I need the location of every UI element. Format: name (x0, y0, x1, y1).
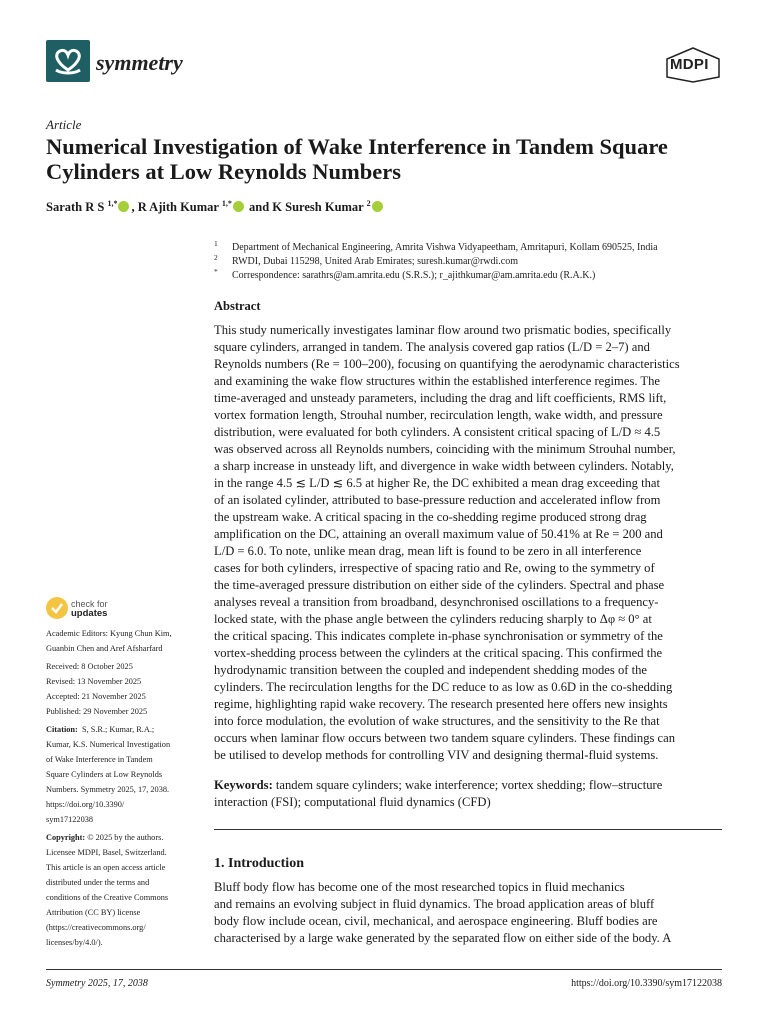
abstract-line: analyses reveal a transition from broadband, desynchronised oscillations to a frequency- (214, 595, 659, 609)
abstract-line: time-averaged and unsteady parameters, including the drag and lift coefficients, RMS lift, (214, 391, 667, 405)
copyright-line: This article is an open access article (46, 863, 166, 872)
abstract-line: This study numerically investigates laminar flow around two prismatic bodies, specifically (214, 323, 672, 337)
abstract-line: the critical spacing. This indicates complete in-phase synchronisation or symmetry of the (214, 629, 663, 643)
article-type: Article (46, 117, 82, 132)
abstract-line: in the range 4.5 ≲ L/D ≲ 6.5 at higher Re, the DC exhibited a mean drag exceeding that (214, 476, 661, 490)
abstract-heading: Abstract (214, 299, 261, 313)
author-affiliation-mark: 1,* (221, 199, 232, 208)
introduction-line: and remains an evolving subject in fluid dynamics. The broad application areas of bluff (214, 897, 655, 911)
article-title: Numerical Investigation of Wake Interference in Tandem Square Cylinders at Low Reynolds Numbers (46, 134, 668, 184)
copyright-line: conditions of the Creative Commons (46, 893, 169, 902)
abstract-line: was observed across all Reynolds numbers, coinciding with the minimum Strouhal number, (214, 442, 676, 456)
copyright-line: distributed under the terms and (46, 878, 150, 887)
citation-line[interactable]: https://doi.org/10.3390/ (46, 800, 125, 809)
orcid-icon[interactable] (372, 201, 383, 212)
academic-editors: Academic Editors: Kyung Chun Kim, (46, 629, 172, 638)
abstract-line: the time-averaged pressure distribution on either side of the cylinders. Spectral and phase (214, 578, 665, 592)
citation-label: Citation: (46, 725, 78, 734)
affiliation-mark: * (214, 267, 218, 276)
abstract-line: occurs when laminar flow occurs between two tandem square cylinders. These findings can (214, 731, 676, 745)
copyright-line: Licensee MDPI, Basel, Switzerland. (46, 848, 167, 857)
citation-line[interactable]: sym17122038 (46, 815, 94, 824)
author-affiliation-mark: 1,* (107, 199, 118, 208)
citation-line (46, 724, 206, 736)
introduction-line: Bluff body flow has become one of the most researched topics in fluid mechanics (214, 880, 625, 894)
affiliation-mark: 1 (214, 239, 218, 248)
abstract-line: amplification on the DC, attaining an overall maximum value of 50.41% at Re = 200 and (214, 527, 663, 541)
author-affiliation-mark: 2 (366, 199, 371, 208)
abstract-line: of an isolated cylinder, attributed to base-pressure reduction and accelerated inflow from (214, 493, 661, 507)
copyright-line[interactable]: (https://creativecommons.org/ (46, 923, 146, 932)
author-name[interactable]: R Ajith Kumar (137, 200, 219, 215)
copyright-line (46, 832, 206, 844)
publication-date: Revised: 13 November 2025 (46, 677, 142, 686)
section-divider (214, 829, 722, 830)
citation-line: Numbers. Symmetry 2025, 17, 2038. (46, 785, 170, 794)
copyright-text: © 2025 by the authors. (87, 833, 164, 842)
keywords-text: tandem square cylinders; wake interference; vortex shedding; flow–structure (275, 778, 663, 792)
footer-divider (46, 969, 722, 970)
author-name[interactable]: Sarath R S (46, 200, 105, 215)
copyright-line[interactable]: licenses/by/4.0/). (46, 938, 103, 947)
author-list: Sarath R S $^{1,*}$ , R Ajith Kumar $^{1,*}$ and K Suresh Kumar $^2$ (46, 199, 385, 215)
abstract-line: cases for both cylinders, irrespective of spacing ratio and Re, owing to the symmetry of (214, 561, 655, 575)
correspondence-text: Correspondence: sarathrs@am.amrita.edu (S.R.S.); r_ajithkumar@am.amrita.edu (R.A.K.) (232, 270, 596, 281)
abstract-line: vortex formation length, Strouhal number, recirculation length, wake width, and pressure (214, 408, 663, 422)
check-for-updates-label[interactable]: updates (71, 608, 108, 619)
journal-logo (46, 40, 90, 82)
abstract-line: be utilised to develop methods for controlling VIV and designing thermal-fluid systems. (214, 748, 659, 762)
citation-line: of Wake Interference in Tandem (46, 755, 153, 764)
publisher-name: MDPI (670, 56, 709, 73)
abstract-line: vortex-shedding process between the cylinders at the critical spacing. This confirmed the (214, 646, 663, 660)
affiliation-mark: 2 (214, 253, 218, 262)
publication-date: Received: 8 October 2025 (46, 662, 133, 671)
affiliation-text: RWDI, Dubai 115298, United Arab Emirates; suresh.kumar@rwdi.com (232, 256, 519, 267)
keywords-label: Keywords: (214, 778, 273, 792)
journal-name: symmetry (96, 50, 183, 75)
abstract-line: L/D = 6.0. To note, unlike mean drag, mean lift is found to be zero in all interference (214, 544, 642, 558)
academic-editors: Guanbin Chen and Aref Afsharfard (46, 644, 163, 653)
citation-text: S, S.R.; Kumar, R.A.; (81, 725, 155, 734)
publication-date: Accepted: 21 November 2025 (46, 692, 146, 701)
orcid-icon[interactable] (118, 201, 129, 212)
copyright-line: Attribution (CC BY) license (46, 908, 141, 917)
abstract-line: cylinders. The recirculation lengths for the DC reduce to as low as 0.6D in the co-shedding (214, 680, 673, 694)
abstract-line: distribution, were evaluated for both cylinders. A consistent critical spacing of L/D ≈ 4.5 (214, 425, 661, 439)
abstract-line: regime, highlighting rapid wake recovery. The research presented here offers new insights (214, 697, 668, 711)
footer-doi-link[interactable]: https://doi.org/10.3390/sym17122038 (571, 978, 722, 989)
abstract-line: into force modulation, the evolution of wake structures, and the sensitivity to the Re that (214, 714, 660, 728)
footer-citation: Symmetry 2025, 17, 2038 (46, 978, 148, 989)
keywords-line (214, 777, 724, 794)
author-name[interactable]: K Suresh Kumar (272, 200, 364, 215)
abstract-line: a sharp increase in unsteady lift, and divergence in wake width between cylinders. Notably, (214, 459, 674, 473)
section-heading: 1. Introduction (214, 856, 304, 871)
abstract-line: hydrodynamic transition between the coupled and independent shedding modes of the (214, 663, 647, 677)
abstract-line: and examining the wake flow structures within the established interference regimes. The (214, 374, 660, 388)
abstract-line: locked state, with the phase angle between the cylinders reducing sharply to Δφ ≈ 0° at (214, 612, 652, 626)
affiliation-text: Department of Mechanical Engineering, Amrita Vishwa Vidyapeetham, Amritapuri, Kollam 690525, India (232, 242, 658, 253)
check-for-updates-label[interactable]: check for (71, 599, 108, 609)
citation-line: Kumar, K.S. Numerical Investigation (46, 740, 171, 749)
publication-date: Published: 29 November 2025 (46, 707, 148, 716)
orcid-icon[interactable] (233, 201, 244, 212)
abstract-line: square cylinders, arranged in tandem. The analysis covered gap ratios (L/D = 2–7) and (214, 340, 650, 354)
check-for-updates-icon[interactable] (46, 597, 68, 619)
keywords-line: interaction (FSI); computational fluid dynamics (CFD) (214, 795, 491, 809)
copyright-label: Copyright: (46, 833, 86, 842)
citation-line: Square Cylinders at Low Reynolds (46, 770, 163, 779)
abstract-line: Reynolds numbers (Re = 100–200), focusing on quantifying the aerodynamic characteristics (214, 357, 680, 371)
introduction-line: characterised by a large wake generated by the separated flow on either side of the body. A (214, 931, 672, 945)
introduction-line: body flow include ocean, civil, mechanical, and aerospace engineering. Bluff bodies are (214, 914, 658, 928)
abstract-line: the upstream wake. A critical spacing in the co-shedding regime produced strong drag (214, 510, 647, 524)
